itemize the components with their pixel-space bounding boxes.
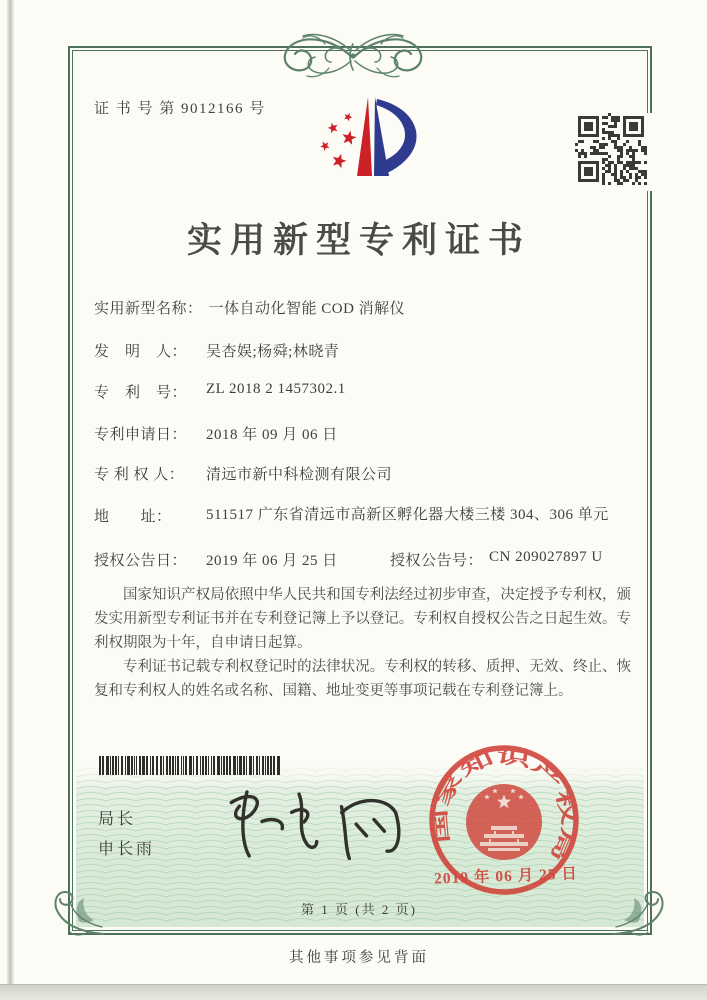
top-flourish-ornament-icon [263,30,443,84]
field-row-patent-number [94,381,346,402]
field-value: 一体自动化智能 COD 消解仪 [208,301,406,317]
barcode-icon [99,756,283,775]
scan-bottom-edge-shadow [0,984,707,1000]
legal-text-block [94,583,631,703]
field-row-filing-date [94,423,338,444]
seal-date: 2019 年 06 月 25 日 [433,865,579,888]
logo-stars [320,113,356,168]
field-label: 授权公告日： [94,553,188,569]
qr-code-icon [575,113,653,191]
field-label: 专 利 权 人： [94,467,185,483]
seal-ring-text: 国家知识产权局 [431,745,578,850]
field-row-grant-date [94,549,338,570]
certificate-number: 证 书 号 第 9012166 号 [94,101,266,117]
field-label: 实用新型名称： [94,301,203,317]
field-label: 专 利 号： [94,385,188,401]
field-label: 专利申请日： [94,427,188,443]
scan-left-edge-shadow [7,0,14,1000]
commissioner-signature-icon [194,768,412,875]
field-label: 发 明 人： [94,344,188,360]
national-emblem-icon [466,784,542,860]
field-label: 授权公告号： [390,553,484,569]
field-row-name [94,297,405,318]
signer-name: 申长雨 [98,841,156,858]
back-side-note: 其他事项参见背面 [289,950,429,966]
field-row-inventors [94,340,339,361]
field-label: 地 址： [94,509,172,525]
legal-paragraph-2: 专利证书记载专利权登记时的法律状况。专利权的转移、质押、无效、终止、恢复和专利权人的姓名或名称、国籍、地址变更等事项记载在专利登记簿上。 [94,659,631,699]
field-value: 吴杏娱;杨舜;林晓青 [206,344,340,360]
field-value: 清远市新中科检测有限公司 [206,467,393,483]
field-value: CN 209027897 U [489,549,603,565]
field-value: 2019 年 06 月 25 日 [206,553,338,569]
certificate-title: 实用新型专利证书 [186,221,531,260]
page-number: 第 1 页 (共 2 页) [301,902,417,917]
field-value: 511517 广东省清远市高新区孵化器大楼三楼 304、306 单元 [206,507,609,523]
field-row-patentee [94,463,392,484]
field-row-grant-number [390,549,603,570]
field-value: 2018 年 09 月 06 日 [206,427,338,443]
signer-title: 局长 [98,811,137,828]
cnipa-patent-logo-icon [318,92,430,188]
legal-paragraph-1: 国家知识产权局依照中华人民共和国专利法经过初步审查，决定授予专利权，颁发实用新型专利证书并在专利登记簿上予以登记。专利权自授权公告之日起生效。专利权期限为十年，自申请日起算。 [94,587,631,651]
field-row-address [94,505,614,526]
field-value: ZL 2018 2 1457302.1 [206,381,346,397]
